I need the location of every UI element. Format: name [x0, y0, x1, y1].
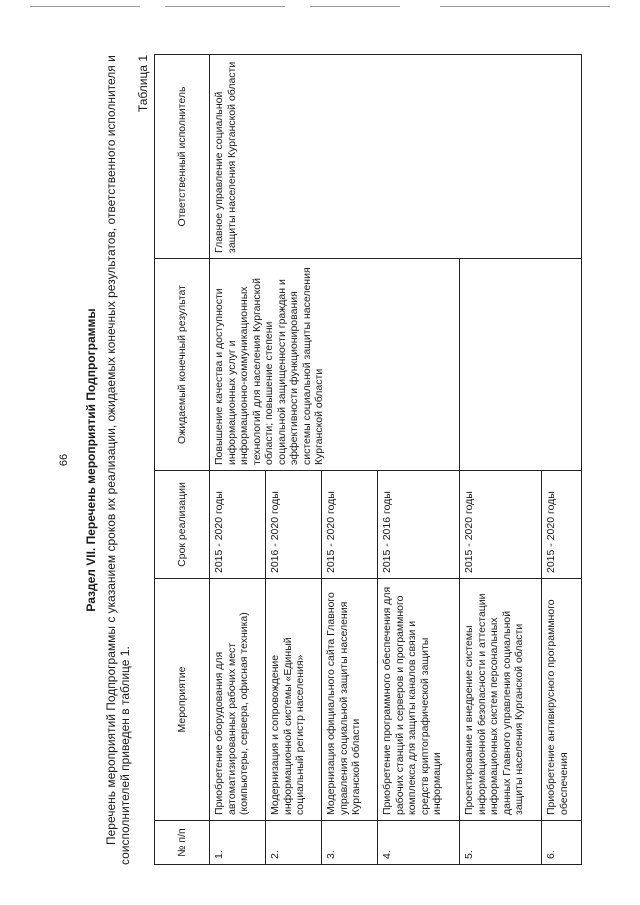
row-number: 2. — [266, 821, 322, 865]
intro-paragraph: Перечень мероприятий Подпрограммы с указанием сроков их реализации, ожидаемых конечных результатов, ответственного исполнителя и соисполнителей приведен в таблице 1. — [104, 55, 132, 865]
rotated-page — [20, 55, 620, 865]
row-number: 4. — [378, 821, 460, 865]
empty-result-cell — [460, 259, 582, 471]
row-number: 6. — [542, 821, 582, 865]
activities-table — [154, 54, 582, 865]
row-activity: Приобретение программного обеспечения для рабочих станций и серверов и программного комплекса для защиты каналов связи и средств криптографической защиты информации — [378, 579, 460, 821]
row-number: 3. — [322, 821, 378, 865]
header-period: Срок реализации — [155, 471, 210, 579]
row-activity: Проектирование и внедрение системы информационной безопасности и аттестации информационных систем персональных данных Главного управления социальной защиты населения Курганской области — [460, 579, 542, 821]
expected-result-cell: Повышение качества и доступности информационных услуг и информационно-коммуникационных технологий для населения Курганской области; повышение степени социальной защищенности граждан и эффективности функционирования системы социальной защиты населения Курганской области — [210, 259, 460, 471]
section-heading: Раздел VII. Перечень мероприятий Подпрограммы — [84, 308, 98, 612]
row-period: 2015 - 2020 годы — [210, 471, 266, 579]
row-activity: Приобретение оборудования для автоматизированных рабочих мест (компьютеры, сервера, офисная техника) — [210, 579, 266, 821]
row-activity: Модернизация и сопровождение информационной системы «Единый социальный регистр населения» — [266, 579, 322, 821]
scan-artifact-line — [30, 6, 140, 7]
row-number: 1. — [210, 821, 266, 865]
header-number: № п/п — [155, 821, 210, 865]
table-caption: Таблица 1 — [136, 55, 150, 113]
scan-artifact-line — [165, 6, 285, 7]
row-period: 2016 - 2020 годы — [266, 471, 322, 579]
header-activity: Мероприятие — [155, 579, 210, 821]
row-period: 2015 - 2020 годы — [322, 471, 378, 579]
scan-artifact-line — [440, 6, 610, 7]
row-number: 5. — [460, 821, 542, 865]
row-activity: Приобретение антивирусного программного обеспечения — [542, 579, 582, 821]
header-executor: Ответственный исполнитель — [155, 55, 210, 259]
row-activity: Модернизация официального сайта Главного управления социальной защиты населения Курганской области — [322, 579, 378, 821]
executor-cell: Главное управление социальной защиты населения Курганской области — [210, 55, 582, 259]
table-header-row — [155, 55, 210, 865]
table-row — [210, 55, 266, 865]
row-period: 2015 - 2020 годы — [542, 471, 582, 579]
page-number: 66 — [58, 453, 70, 467]
row-period: 2015 - 2020 годы — [460, 471, 542, 579]
scan-artifact-line — [310, 6, 400, 7]
row-period: 2015 - 2016 годы — [378, 471, 460, 579]
header-result: Ожидаемый конечный результат — [155, 259, 210, 471]
